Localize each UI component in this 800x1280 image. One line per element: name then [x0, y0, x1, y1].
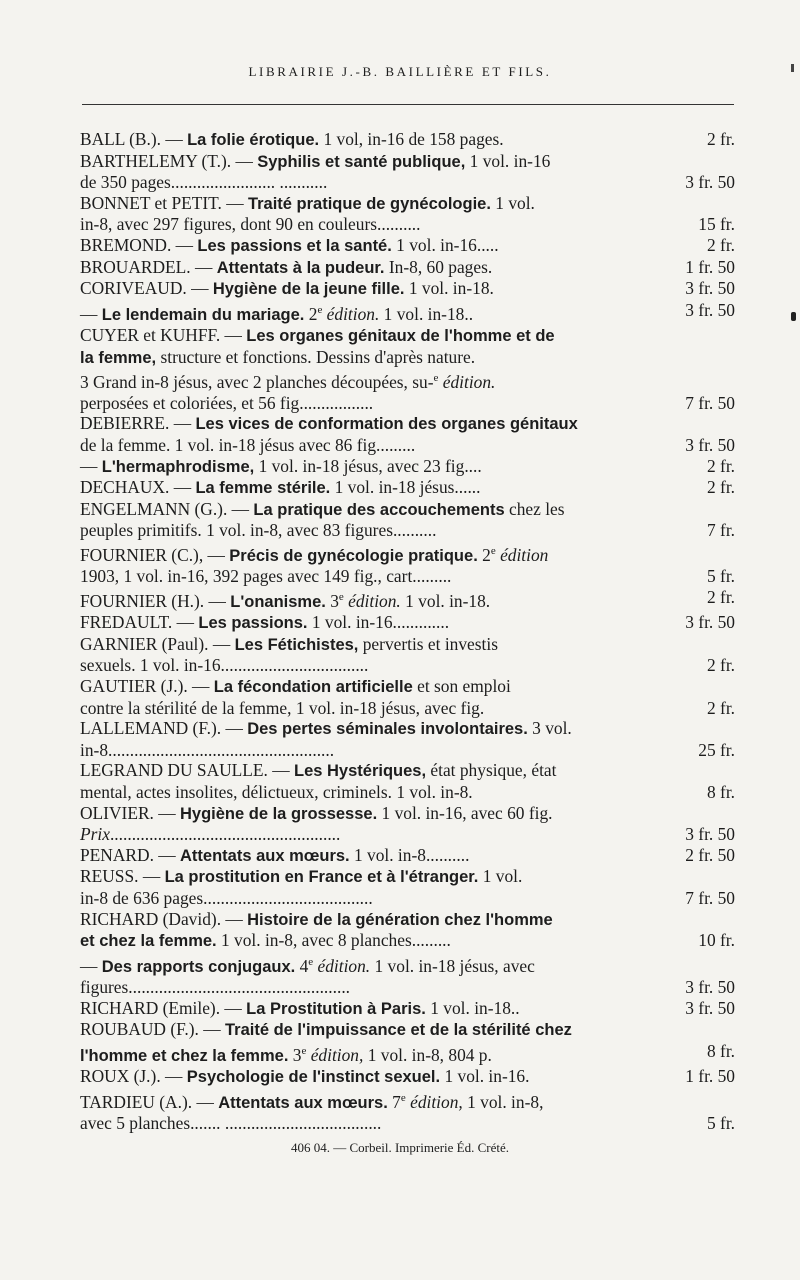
entry-title: et chez la femme. — [80, 932, 217, 951]
entry-line — [80, 150, 735, 173]
entry-author: CORIVEAUD. — — [80, 278, 213, 299]
catalog-entry — [80, 129, 735, 151]
entry-price: 1 fr. 50 — [685, 1066, 735, 1087]
entry-author: BROUARDEL. — — [80, 256, 217, 277]
entry-line — [80, 1066, 735, 1088]
entry-author: FOURNIER (H.). — — [80, 590, 231, 611]
line-text — [80, 392, 374, 414]
page-header: LIBRAIRIE J.-B. BAILLIÈRE ET FILS. — [248, 64, 552, 79]
entry-price: 2 fr. — [706, 477, 735, 498]
line-text — [80, 1041, 492, 1066]
entry-price: 8 fr. — [706, 1040, 735, 1061]
entry-author: GARNIER (Paul). — — [80, 633, 235, 654]
edition-superscript: e — [301, 1044, 307, 1057]
entry-author: de 350 pages........................ ........... — [80, 172, 328, 193]
entry-details: 1 vol. — [490, 192, 535, 213]
entry-author: LALLEMAND (F.). — — [80, 718, 248, 739]
entry-details: 3 vol. — [527, 718, 572, 739]
entry-price: 15 fr. — [698, 214, 735, 235]
entry-author: PENARD. — — [80, 844, 181, 865]
line-text — [80, 455, 482, 478]
entry-details: et son emploi — [412, 676, 511, 697]
line-text — [80, 545, 548, 565]
entry-line — [80, 997, 735, 1020]
line-text — [80, 566, 452, 587]
line-text — [80, 977, 351, 998]
entry-price: 3 fr. 50 — [685, 977, 735, 998]
entry-title: Les organes génitaux de l'homme et de — [246, 327, 555, 346]
entry-line — [80, 1040, 735, 1066]
entry-line — [80, 908, 735, 931]
entry-price: 7 fr. 50 — [685, 887, 735, 908]
line-text — [80, 1092, 543, 1112]
entry-title: La Prostitution à Paris. — [246, 999, 426, 1018]
line-text — [80, 214, 421, 235]
entry-author: ROUBAUD (F.). — — [80, 1019, 225, 1040]
entry-author: GAUTIER (J.). — — [80, 676, 214, 697]
edition-superscript: e — [400, 1091, 406, 1104]
entry-author: 1903, 1 vol. in-16, 392 pages avec 149 fig., cart......... — [80, 566, 452, 587]
entry-italic: édition. — [343, 590, 401, 611]
catalog-entry — [80, 845, 735, 867]
entry-line — [80, 633, 735, 656]
entry-italic: édition, — [405, 1091, 463, 1112]
line-text — [80, 997, 520, 1020]
entry-line — [80, 802, 735, 825]
entry-price: 3 fr. 50 — [685, 824, 735, 845]
entry-price: 2 fr. — [706, 586, 735, 607]
entry-line — [80, 655, 735, 676]
entry-author: OLIVIER. — — [80, 802, 180, 823]
line-text — [80, 930, 451, 952]
entry-details: chez les — [504, 498, 565, 519]
entry-author: in-8 de 636 pages....................................... — [80, 887, 373, 908]
catalog-entry — [80, 300, 735, 325]
entry-price: 2 fr. — [706, 129, 735, 149]
entry-line — [80, 214, 735, 235]
entry-price: 2 fr. 50 — [685, 844, 735, 865]
entry-title: La pratique des accouchements — [253, 500, 505, 519]
line-text — [80, 1066, 530, 1088]
line-text — [80, 760, 556, 780]
entry-author: BONNET et PETIT. — — [80, 192, 248, 213]
entry-author: 3 — [80, 372, 89, 393]
edition-superscript: e — [308, 955, 314, 968]
line-text — [80, 634, 498, 654]
entry-details: 1 vol. in-18 jésus, avec — [370, 955, 535, 976]
catalog-entry — [80, 1066, 735, 1088]
entry-title: Le lendemain du mariage. — [101, 305, 305, 324]
entry-price: 8 fr. — [706, 782, 735, 802]
line-text — [80, 477, 481, 499]
line-text — [80, 739, 335, 761]
entry-author: BALL (B.). — — [80, 129, 188, 149]
entry-line — [80, 739, 735, 761]
entry-details: 1 vol. in-18.. — [379, 303, 474, 324]
entry-line — [80, 697, 735, 719]
entry-details: pervertis et investis — [358, 633, 498, 654]
entry-details: 1 vol. in-8, 804 p. — [363, 1044, 492, 1065]
line-text — [80, 434, 416, 456]
entry-author: REUSS. — — [80, 866, 165, 887]
entry-details: 1 vol. — [478, 866, 523, 887]
line-text — [80, 587, 491, 612]
entry-price: 25 fr. — [698, 739, 735, 760]
entry-price: 7 fr. 50 — [685, 392, 735, 413]
entry-details: 2 — [304, 303, 318, 324]
edition-superscript: e — [433, 372, 439, 385]
entry-details: 4 — [295, 955, 309, 976]
entry-line — [80, 129, 735, 151]
entry-title: La femme stérile. — [195, 479, 331, 498]
entry-author: contre la stérilité de la femme, 1 vol. in-18 jésus, avec fig. — [80, 697, 485, 718]
entry-price: 3 fr. 50 — [685, 299, 735, 320]
entry-title: la femme, — [80, 348, 157, 367]
entry-price: 3 fr. 50 — [685, 434, 735, 455]
entry-details: 1 vol. in-18. — [400, 590, 491, 611]
entry-details: 3 — [325, 590, 339, 611]
entry-title: Histoire de la génération chez l'homme — [247, 910, 553, 929]
entry-line — [80, 952, 735, 977]
entry-price: 2 fr. — [706, 697, 735, 718]
entry-author: peuples primitifs. 1 vol. in-8, avec 83 figures.......... — [80, 520, 437, 541]
printer-imprint: 406 04. — Corbeil. Imprimerie Éd. Crété. — [290, 1140, 510, 1155]
line-text — [80, 887, 373, 909]
entry-title: Les vices de conformation des organes génitaux — [195, 415, 578, 434]
entry-line — [80, 256, 735, 279]
entry-details: structure et fonctions. Dessins d'après nature. — [156, 346, 476, 367]
line-text — [80, 782, 473, 803]
entry-italic: édition. — [322, 303, 380, 324]
entry-details: 1 vol, in-16 de 158 pages. — [319, 129, 504, 149]
entry-line — [80, 346, 735, 369]
entry-details: 1 vol. in-16..... — [391, 234, 499, 255]
line-text — [80, 278, 494, 300]
entry-line — [80, 676, 735, 698]
catalog-entry — [80, 760, 735, 802]
entry-details: Grand in-8 jésus, avec 2 planches découpées, su- — [88, 372, 434, 393]
catalog-entry — [80, 587, 735, 612]
catalog-entry — [80, 634, 735, 676]
entry-line — [80, 234, 735, 257]
line-text — [80, 676, 511, 696]
catalog-entry — [80, 998, 735, 1020]
entry-line — [80, 520, 735, 541]
entry-price: 3 fr. 50 — [685, 997, 735, 1018]
entry-price: 1 fr. 50 — [685, 256, 735, 277]
entry-line — [80, 455, 735, 478]
entry-line — [80, 477, 735, 499]
entry-italic: édition, — [306, 1044, 364, 1065]
line-text — [80, 151, 550, 171]
entry-line — [80, 612, 735, 634]
catalog-entry — [80, 676, 735, 718]
edition-superscript: e — [490, 544, 496, 557]
page-edge-mark — [791, 312, 796, 321]
entry-title: l'homme et chez la femme. — [80, 1046, 289, 1065]
entry-price: 3 fr. 50 — [685, 612, 735, 633]
entry-line — [80, 586, 735, 612]
entry-details: 1 vol. in-16 — [465, 150, 551, 171]
entry-title: La folie érotique. — [187, 131, 320, 149]
entry-price: 7 fr. — [706, 520, 735, 541]
entry-title: Traité pratique de gynécologie. — [247, 194, 491, 213]
entry-details: 1 vol. in-8, — [462, 1091, 544, 1112]
line-text — [80, 612, 450, 634]
line-text — [80, 844, 470, 867]
entry-italic: Prix — [80, 824, 110, 845]
line-text — [80, 655, 369, 676]
entry-author: mental, actes insolites, délictueux, criminels. 1 vol. in-8. — [80, 782, 473, 802]
entry-author: TARDIEU (A.). — — [80, 1091, 219, 1112]
line-text — [80, 499, 565, 519]
line-text — [80, 129, 504, 151]
entry-title: La prostitution en France et à l'étranger. — [164, 868, 479, 887]
line-text — [80, 956, 535, 976]
entry-title: La fécondation artificielle — [213, 678, 413, 697]
entry-title: Attentats aux mœurs. — [180, 846, 350, 865]
entry-line — [80, 718, 735, 740]
entry-line — [80, 368, 735, 393]
entry-details: 1 vol. in-18. — [404, 278, 494, 299]
entry-line — [80, 866, 735, 888]
entry-title: Traité de l'impuissance et de la stérilité chez — [224, 1021, 572, 1040]
catalog-list — [80, 129, 735, 1134]
catalog-entry — [80, 1088, 735, 1134]
entry-details: 1 vol. in-8, avec 8 planches......... — [216, 930, 451, 951]
entry-title: Précis de gynécologie pratique. — [229, 546, 478, 565]
catalog-entry — [80, 278, 735, 300]
line-text — [80, 1019, 572, 1039]
catalog-entry — [80, 477, 735, 499]
catalog-entry — [80, 1019, 735, 1066]
line-text — [80, 866, 522, 886]
entry-author: perposées et coloriées, et 56 fig................. — [80, 392, 374, 413]
entry-details: 1 vol. in-16, avec 60 fig. — [377, 802, 553, 823]
catalog-entry — [80, 151, 735, 193]
line-text — [80, 193, 535, 213]
line-text — [80, 697, 485, 719]
entry-details: 1 vol. in-18 jésus...... — [330, 477, 481, 498]
entry-title: L'onanisme. — [230, 592, 326, 611]
catalog-entry — [80, 803, 735, 845]
entry-title: Des pertes séminales involontaires. — [247, 720, 528, 739]
catalog-entry — [80, 325, 735, 413]
entry-price: 2 fr. — [706, 655, 735, 676]
catalog-entry — [80, 952, 735, 998]
entry-line — [80, 930, 735, 952]
entry-text: ..................................................... — [109, 824, 341, 845]
entry-details: 1 vol. in-16............. — [307, 612, 450, 633]
entry-price: 2 fr. — [706, 234, 735, 255]
entry-line — [80, 782, 735, 803]
line-text — [80, 256, 493, 279]
line-text — [80, 413, 578, 433]
line-text — [80, 325, 555, 345]
entry-details: 1 vol. in-18 jésus, avec 23 fig.... — [254, 455, 482, 476]
entry-line — [80, 172, 735, 193]
line-text — [80, 234, 499, 257]
entry-author: — — [80, 303, 102, 324]
entry-details: 1 vol. in-16. — [440, 1066, 530, 1087]
entry-italic: édition. — [313, 955, 371, 976]
entry-line — [80, 887, 735, 909]
entry-author: DEBIERRE. — — [80, 413, 196, 434]
entry-author: FOURNIER (C.), — — [80, 544, 230, 565]
line-text — [80, 520, 437, 541]
line-text — [80, 803, 553, 823]
entry-title: Les passions et la santé. — [197, 236, 392, 255]
entry-author: avec 5 planches....... .................................... — [80, 1113, 382, 1134]
entry-details: 7 — [387, 1091, 401, 1112]
line-text — [80, 347, 475, 367]
entry-italic: édition. — [438, 372, 496, 393]
line-text — [80, 372, 495, 392]
entry-author: LEGRAND DU SAULLE. — — [80, 760, 294, 781]
entry-author: — — [80, 955, 102, 976]
entry-details: état physique, état — [426, 760, 557, 781]
entry-line — [80, 325, 735, 347]
catalog-entry — [80, 866, 735, 908]
catalog-entry — [80, 909, 735, 952]
line-text — [80, 909, 553, 929]
entry-details: 1 vol. in-18.. — [425, 997, 520, 1018]
entry-author: CUYER et KUHFF. — — [80, 325, 247, 346]
entry-author: RICHARD (Emile). — — [80, 997, 247, 1018]
line-text — [80, 1113, 382, 1134]
catalog-entry — [80, 718, 735, 760]
entry-price: 5 fr. — [706, 1113, 735, 1134]
entry-line — [80, 192, 735, 215]
entry-title: Attentats aux mœurs. — [218, 1093, 388, 1112]
entry-line — [80, 413, 735, 435]
entry-author: ENGELMANN (G.). — — [80, 498, 254, 519]
catalog-entry — [80, 413, 735, 455]
entry-title: Les Hystériques, — [294, 762, 427, 781]
entry-author: FREDAULT. — — [80, 612, 199, 633]
entry-author: figures................................................... — [80, 977, 351, 998]
entry-title: Des rapports conjugaux. — [101, 957, 296, 976]
entry-line — [80, 392, 735, 414]
entry-line — [80, 498, 735, 521]
entry-line — [80, 566, 735, 587]
header-rule — [82, 104, 734, 105]
entry-author: de la femme. 1 vol. in-18 jésus avec 86 fig......... — [80, 434, 416, 455]
entry-title: Les Fétichistes, — [234, 635, 359, 654]
entry-details: 3 — [288, 1044, 302, 1065]
entry-line — [80, 434, 735, 456]
edition-superscript: e — [338, 590, 344, 603]
entry-author: ROUX (J.). — — [80, 1066, 187, 1087]
entry-author: sexuels. 1 vol. in-16.................................. — [80, 655, 369, 676]
edition-superscript: e — [317, 303, 323, 316]
entry-price: 3 fr. 50 — [685, 278, 735, 299]
catalog-entry — [80, 541, 735, 587]
line-text — [80, 824, 341, 845]
entry-title: Les passions. — [198, 614, 308, 633]
entry-details: 2 — [477, 544, 491, 565]
entry-line — [80, 541, 735, 566]
catalog-entry — [80, 456, 735, 478]
entry-line — [80, 844, 735, 867]
entry-line — [80, 824, 735, 845]
entry-details: 1 vol. in-8.......... — [349, 844, 470, 865]
entry-title: L'hermaphrodisme, — [101, 457, 255, 476]
entry-italic: édition — [495, 544, 549, 565]
catalog-entry — [80, 193, 735, 235]
entry-author: in-8, avec 297 figures, dont 90 en couleurs.......... — [80, 214, 421, 235]
entry-author: in-8.................................................... — [80, 739, 335, 760]
entry-author: BARTHELEMY (T.). — — [80, 150, 258, 171]
entry-author: — — [80, 455, 102, 476]
entry-price: 3 fr. 50 — [685, 172, 735, 193]
line-text — [80, 718, 572, 738]
entry-price: 10 fr. — [698, 930, 735, 951]
catalog-entry — [80, 499, 735, 541]
entry-author: RICHARD (David). — — [80, 908, 248, 929]
entry-line — [80, 760, 735, 782]
entry-line — [80, 278, 735, 300]
entry-title: Attentats à la pudeur. — [216, 258, 385, 277]
entry-title: Hygiène de la jeune fille. — [212, 280, 405, 299]
entry-line — [80, 977, 735, 998]
entry-details: In-8, 60 pages. — [384, 256, 493, 277]
entry-title: Psychologie de l'instinct sexuel. — [186, 1068, 441, 1087]
entry-author: BREMOND. — — [80, 234, 198, 255]
entry-line — [80, 1088, 735, 1113]
entry-line — [80, 1019, 735, 1041]
entry-title: Syphilis et santé publique, — [257, 152, 466, 171]
entry-line — [80, 299, 735, 325]
catalog-entry — [80, 235, 735, 257]
entry-price: 5 fr. — [706, 566, 735, 587]
entry-title: Hygiène de la grossesse. — [179, 804, 378, 823]
entry-author: DECHAUX. — — [80, 477, 196, 498]
entry-price: 2 fr. — [706, 455, 735, 476]
entry-line — [80, 1113, 735, 1134]
line-text — [80, 172, 328, 193]
line-text — [80, 300, 474, 325]
catalog-entry — [80, 612, 735, 634]
catalog-entry — [80, 257, 735, 279]
